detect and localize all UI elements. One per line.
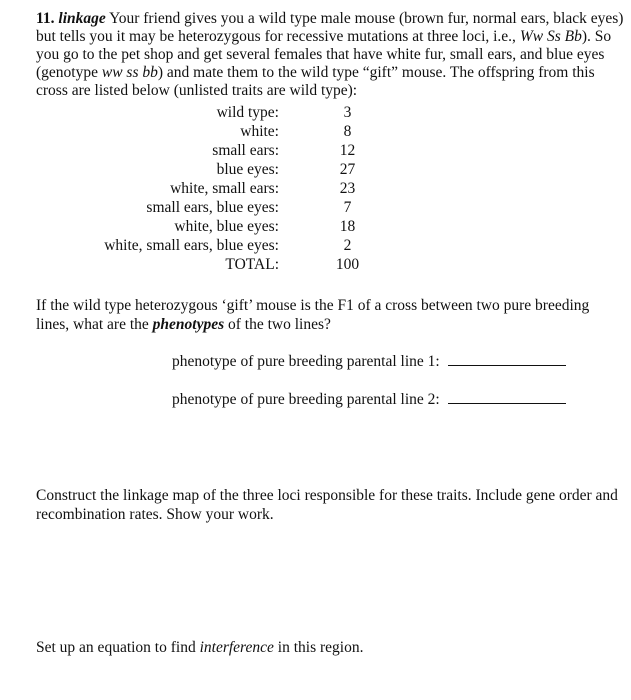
phenotype-label: blue eyes: (216, 161, 279, 178)
offspring-total-row (0, 255, 631, 275)
answer-blank-line-1[interactable] (448, 353, 566, 366)
offspring-row (0, 217, 631, 237)
offspring-count: 27 (339, 161, 356, 178)
total-count: 100 (335, 256, 360, 273)
phenotype-label: white, blue eyes: (174, 218, 279, 235)
phenotype-label: white, small ears, blue eyes: (104, 237, 279, 254)
interference-emphasis: interference (199, 639, 274, 656)
recessive-genotype: ww ss bb (101, 64, 158, 81)
offspring-row (0, 141, 631, 161)
phenotype-label: white: (240, 123, 279, 140)
offspring-row (0, 198, 631, 218)
heterozygous-genotype: Ww Ss Bb (519, 28, 582, 45)
offspring-count: 12 (339, 142, 356, 159)
offspring-row (0, 236, 631, 256)
answer-blank-line-2[interactable] (448, 391, 566, 404)
offspring-count: 23 (339, 180, 356, 197)
question-topic: linkage (58, 10, 106, 27)
parental-line-1-label: phenotype of pure breeding parental line 1: (172, 353, 440, 370)
parental-question-emphasis: phenotypes (152, 316, 225, 333)
phenotype-label: small ears: (212, 142, 279, 159)
offspring-count: 7 (343, 199, 352, 216)
linkage-map-question: Construct the linkage map of the three loci responsible for these traits. Include gene order and recombination rates. Show your work. (36, 487, 618, 523)
parental-question-text-1: If the wild type heterozygous ‘gift’ mouse is the F1 of a cross between two pure breeding lines, what are the (36, 297, 590, 333)
intro-text-3: ) and mate them to the wild type “gift” mouse. The offspring from this cross are listed below (unlisted traits are wild type): (36, 64, 595, 99)
interference-text-1: Set up an equation to find (36, 639, 200, 656)
phenotype-label: wild type: (216, 104, 279, 121)
total-label: TOTAL: (225, 256, 279, 273)
interference-text-2: in this region. (273, 639, 364, 656)
offspring-count: 2 (343, 237, 352, 254)
question-number: 11. (36, 10, 55, 27)
question-intro (36, 10, 624, 100)
intro-text-2: ). So you go to the pet shop and get several females that have white fur, small ears, and blue eyes (genotype (36, 28, 612, 81)
parental-line-1 (172, 352, 566, 372)
offspring-count: 8 (343, 123, 352, 140)
offspring-row (0, 103, 631, 123)
offspring-row (0, 160, 631, 180)
offspring-row (0, 122, 631, 142)
phenotype-label: small ears, blue eyes: (146, 199, 279, 216)
parental-line-2 (172, 390, 566, 410)
parental-line-2-label: phenotype of pure breeding parental line 2: (172, 391, 440, 408)
parental-question-text-2: of the two lines? (224, 316, 331, 333)
interference-question (36, 638, 626, 657)
intro-text-1: Your friend gives you a wild type male mouse (brown fur, normal ears, black eyes) but tells you it may be heterozygous for recessive mutations at three loci, i.e., (36, 10, 624, 45)
parental-lines-question (36, 296, 621, 334)
phenotype-label: white, small ears: (170, 180, 279, 197)
offspring-count: 3 (343, 104, 352, 121)
offspring-count: 18 (339, 218, 356, 235)
offspring-row (0, 179, 631, 199)
